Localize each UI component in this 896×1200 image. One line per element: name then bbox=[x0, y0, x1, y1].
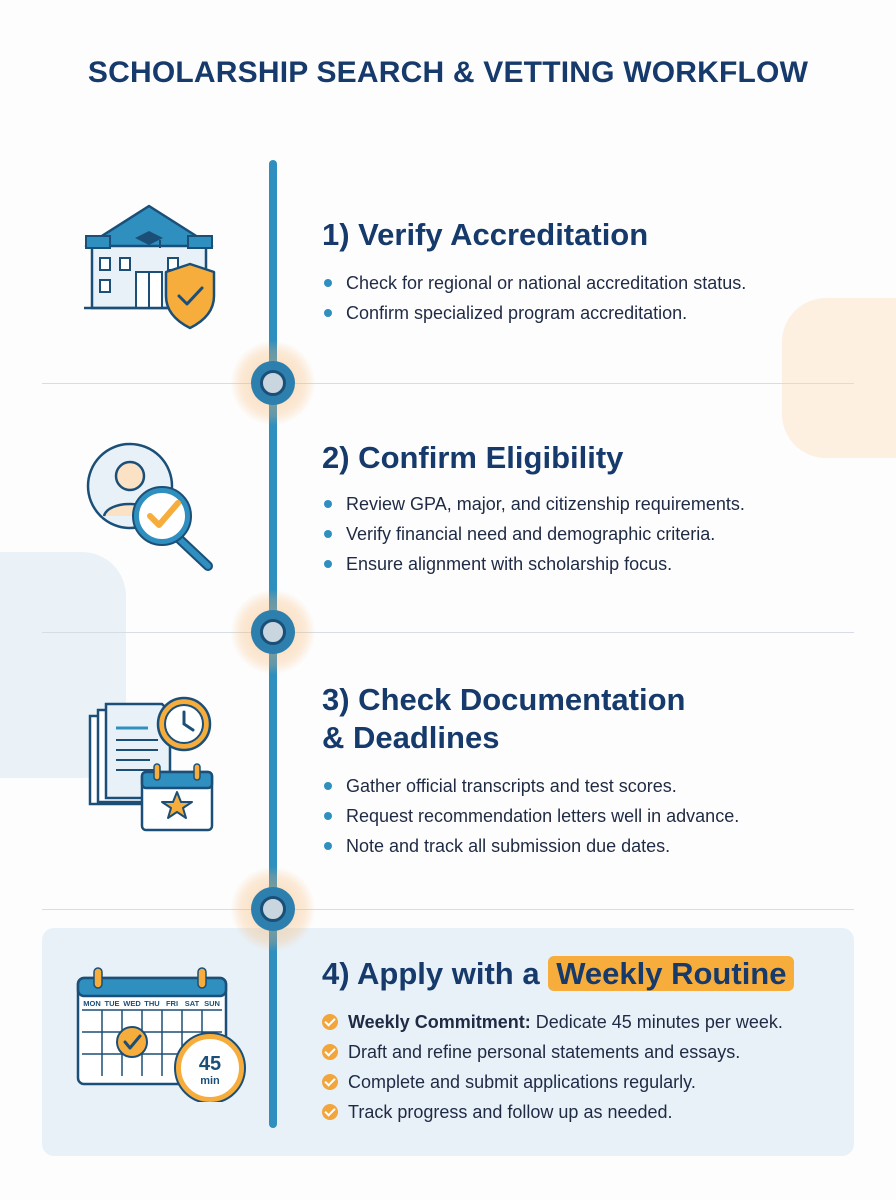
list-item: Ensure alignment with scholarship focus. bbox=[322, 549, 745, 579]
list-item: Complete and submit applications regularly. bbox=[322, 1067, 794, 1097]
list-item: Check for regional or national accreditation status. bbox=[322, 268, 746, 298]
step-3-title: 3) Check Documentation & Deadlines bbox=[322, 682, 686, 755]
step-2 bbox=[322, 439, 745, 579]
list-item: Confirm specialized program accreditation. bbox=[322, 298, 746, 328]
step-4 bbox=[322, 955, 794, 1127]
step-2-bullets bbox=[322, 489, 745, 579]
user-magnifier-check-icon bbox=[86, 440, 220, 574]
divider-2 bbox=[42, 632, 854, 633]
divider-3 bbox=[42, 909, 854, 910]
step-1 bbox=[322, 216, 746, 328]
step-4-bullets bbox=[322, 1007, 794, 1127]
list-item: Verify financial need and demographic criteria. bbox=[322, 519, 745, 549]
step-3 bbox=[322, 681, 739, 861]
check-icon bbox=[322, 1014, 338, 1030]
list-item: Gather official transcripts and test scores. bbox=[322, 771, 739, 801]
weekly-calendar-timer-icon bbox=[72, 964, 248, 1102]
check-icon bbox=[322, 1104, 338, 1120]
list-item: Track progress and follow up as needed. bbox=[322, 1097, 794, 1127]
timer-unit: min bbox=[200, 1075, 220, 1087]
list-item: Request recommendation letters well in advance. bbox=[322, 801, 739, 831]
list-item: Weekly Commitment: Dedicate 45 minutes per week. bbox=[322, 1007, 794, 1037]
divider-1 bbox=[42, 383, 854, 384]
list-item: Draft and refine personal statements and essays. bbox=[322, 1037, 794, 1067]
step-4-title: 4) Apply with a Weekly Routine bbox=[322, 955, 794, 993]
documents-clock-calendar-icon bbox=[86, 694, 220, 836]
step-1-title: 1) Verify Accreditation bbox=[322, 217, 649, 252]
list-item: Note and track all submission due dates. bbox=[322, 831, 739, 861]
calendar-day-label: SAT bbox=[184, 999, 200, 1008]
check-icon bbox=[322, 1074, 338, 1090]
calendar-day-label: MON bbox=[83, 999, 101, 1008]
title-highlight: Weekly Routine bbox=[548, 956, 794, 991]
check-icon bbox=[322, 1044, 338, 1060]
decorative-shape-right bbox=[782, 298, 896, 458]
calendar-day-label: TUE bbox=[104, 999, 120, 1008]
calendar-day-label: FRI bbox=[165, 999, 179, 1008]
timeline-node-2 bbox=[231, 590, 315, 674]
page-title: SCHOLARSHIP SEARCH & VETTING WORKFLOW bbox=[87, 56, 809, 89]
list-item: Review GPA, major, and citizenship requirements. bbox=[322, 489, 745, 519]
step-1-bullets bbox=[322, 268, 746, 328]
calendar-day-label: THU bbox=[144, 999, 160, 1008]
calendar-day-label: WED bbox=[123, 999, 141, 1008]
timer-value: 45 bbox=[198, 1053, 222, 1075]
timeline-node-1 bbox=[231, 341, 315, 425]
school-shield-icon bbox=[80, 200, 230, 332]
step-3-bullets bbox=[322, 771, 739, 861]
step-2-title: 2) Confirm Eligibility bbox=[322, 440, 624, 475]
timeline-node-3 bbox=[231, 867, 315, 951]
calendar-day-label: SUN bbox=[204, 999, 220, 1008]
